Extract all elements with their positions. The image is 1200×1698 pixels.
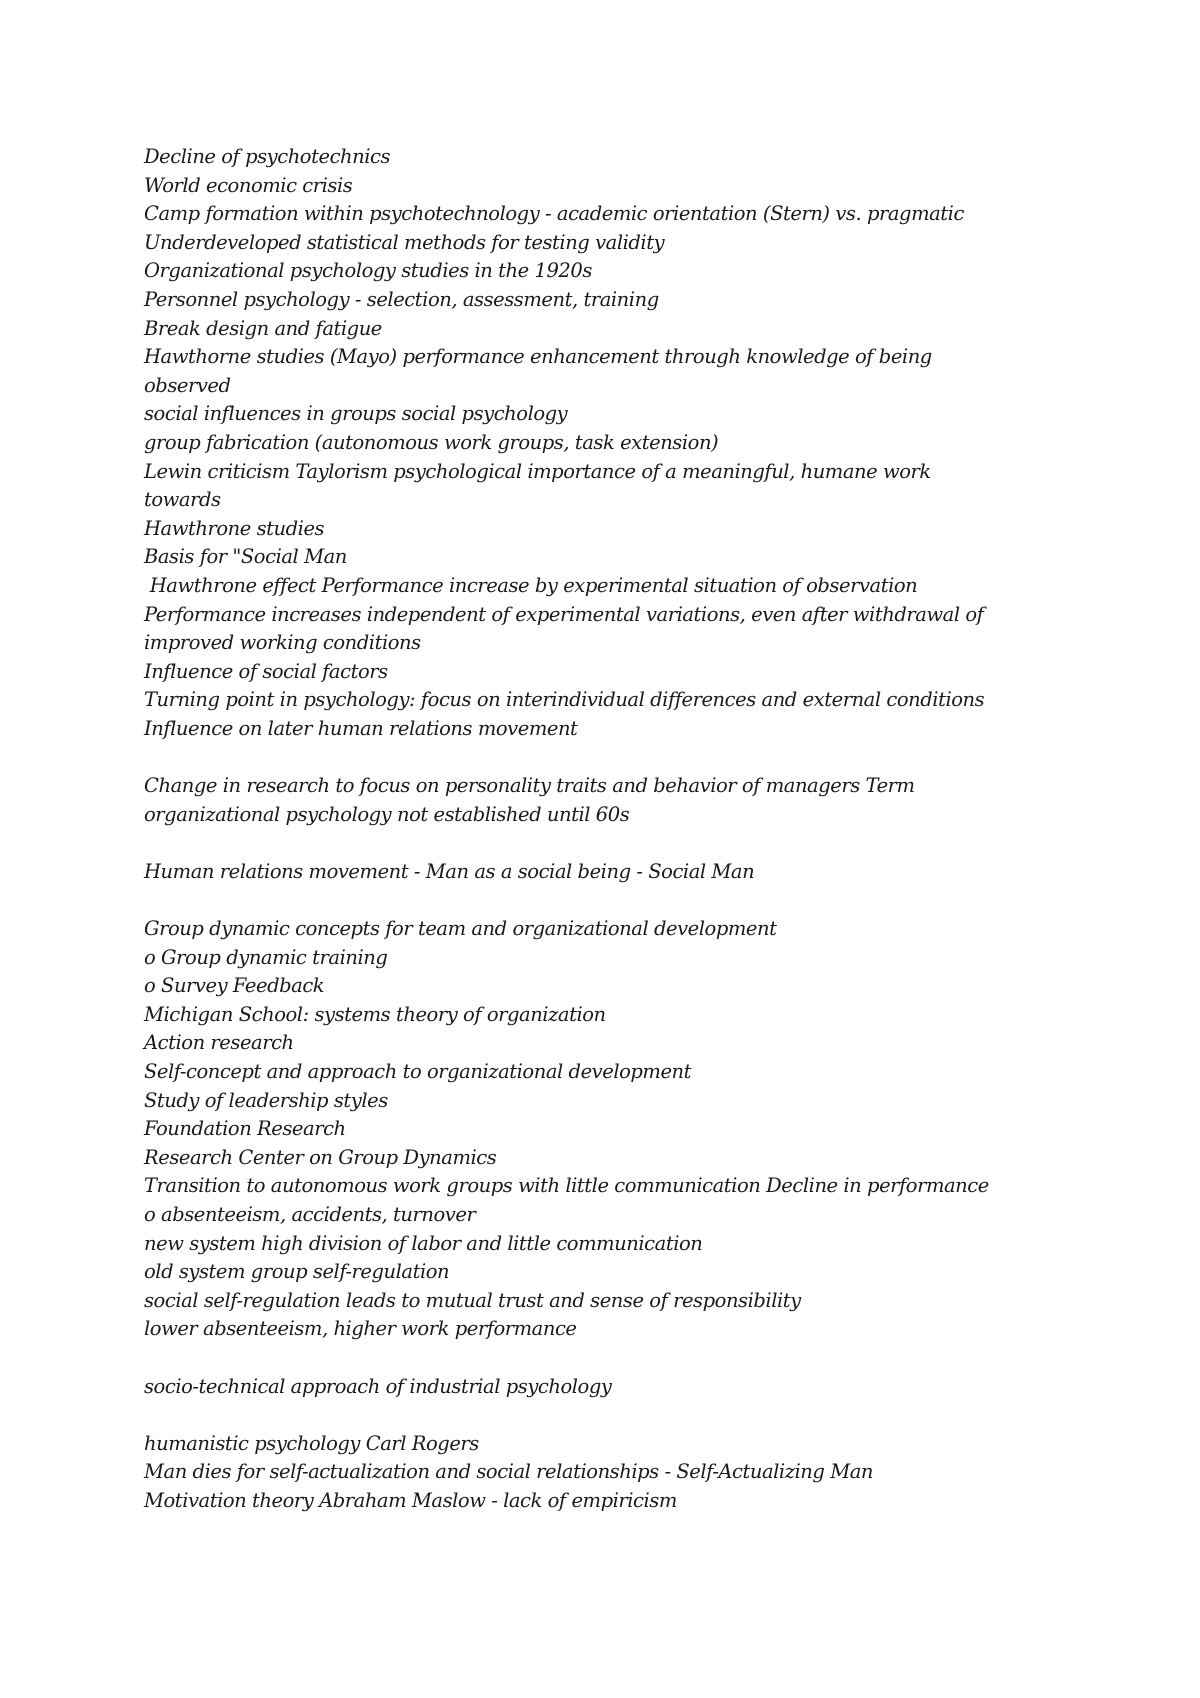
text-line: Human relations movement - Man as a social being - Social Man bbox=[144, 859, 755, 883]
text-line: o Group dynamic training bbox=[144, 945, 388, 969]
document-body bbox=[144, 143, 1074, 1516]
text-line: Performance increases independent of experimental variations, even after withdrawal of bbox=[144, 602, 984, 626]
blank-line bbox=[144, 743, 1074, 772]
text-line: o Survey Feedback bbox=[144, 974, 325, 998]
text-line: lower absenteeism, higher work performance bbox=[144, 1317, 577, 1341]
text-line: Influence of social factors bbox=[144, 659, 388, 683]
text-line: Change in research to focus on personality traits and behavior of managers Term bbox=[144, 774, 915, 798]
text-line: Decline of psychotechnics bbox=[144, 145, 391, 168]
text-line: new system high division of labor and little communication bbox=[144, 1231, 703, 1255]
text-line: old system group self-regulation bbox=[144, 1260, 450, 1284]
text-line: Group dynamic concepts for team and organizational development bbox=[144, 917, 777, 941]
blank-line bbox=[144, 1344, 1074, 1373]
text-line: social self-regulation leads to mutual trust and sense of responsibility bbox=[144, 1288, 801, 1312]
text-line: organizational psychology not established until 60s bbox=[144, 802, 630, 826]
text-line: Hawthrone effect Performance increase by experimental situation of observation bbox=[144, 573, 918, 597]
text-line: Study of leadership styles bbox=[144, 1088, 388, 1112]
blank-line bbox=[144, 1401, 1074, 1430]
text-line: social influences in groups social psychology bbox=[144, 402, 568, 426]
text-line: World economic crisis bbox=[144, 173, 353, 197]
text-line: Michigan School: systems theory of organization bbox=[144, 1002, 606, 1026]
text-line: Research Center on Group Dynamics bbox=[144, 1145, 497, 1169]
blank-line bbox=[144, 886, 1074, 915]
text-line: Underdeveloped statistical methods for testing validity bbox=[144, 230, 665, 254]
text-line: Action research bbox=[144, 1031, 294, 1055]
text-line: socio-technical approach of industrial psychology bbox=[144, 1374, 612, 1398]
text-line: Motivation theory Abraham Maslow - lack of empiricism bbox=[144, 1488, 677, 1512]
text-line: Hawthrone studies bbox=[144, 516, 325, 540]
text-line: Personnel psychology - selection, assessment, training bbox=[144, 287, 659, 311]
blank-line bbox=[144, 829, 1074, 858]
text-line: Lewin criticism Taylorism psychological importance of a meaningful, humane work bbox=[144, 459, 931, 483]
text-line: Influence on later human relations movement bbox=[144, 716, 578, 740]
text-line: improved working conditions bbox=[144, 631, 421, 655]
text-line: Hawthorne studies (Mayo) performance enhancement through knowledge of being bbox=[144, 345, 932, 369]
text-line: Man dies for self-actualization and social relationships - Self-Actualizing Man bbox=[144, 1460, 873, 1484]
text-line: Basis for "Social Man bbox=[144, 545, 347, 569]
text-line: o absenteeism, accidents, turnover bbox=[144, 1202, 476, 1226]
text-line: group fabrication (autonomous work groups, task extension) bbox=[144, 430, 719, 454]
text-line: Transition to autonomous work groups with little communication Decline in performance bbox=[144, 1174, 989, 1198]
text-line: Foundation Research bbox=[144, 1117, 346, 1141]
text-line: Camp formation within psychotechnology - academic orientation (Stern) vs. pragmatic bbox=[144, 202, 964, 226]
text-line: observed bbox=[144, 373, 231, 397]
text-line: Organizational psychology studies in the 1920s bbox=[144, 259, 592, 283]
text-line: Self-concept and approach to organizational development bbox=[144, 1060, 692, 1083]
text-line: towards bbox=[144, 488, 221, 512]
text-line: Break design and fatigue bbox=[144, 316, 382, 340]
text-line: Turning point in psychology: focus on interindividual differences and external conditions bbox=[144, 688, 985, 712]
text-line: humanistic psychology Carl Rogers bbox=[144, 1431, 479, 1455]
